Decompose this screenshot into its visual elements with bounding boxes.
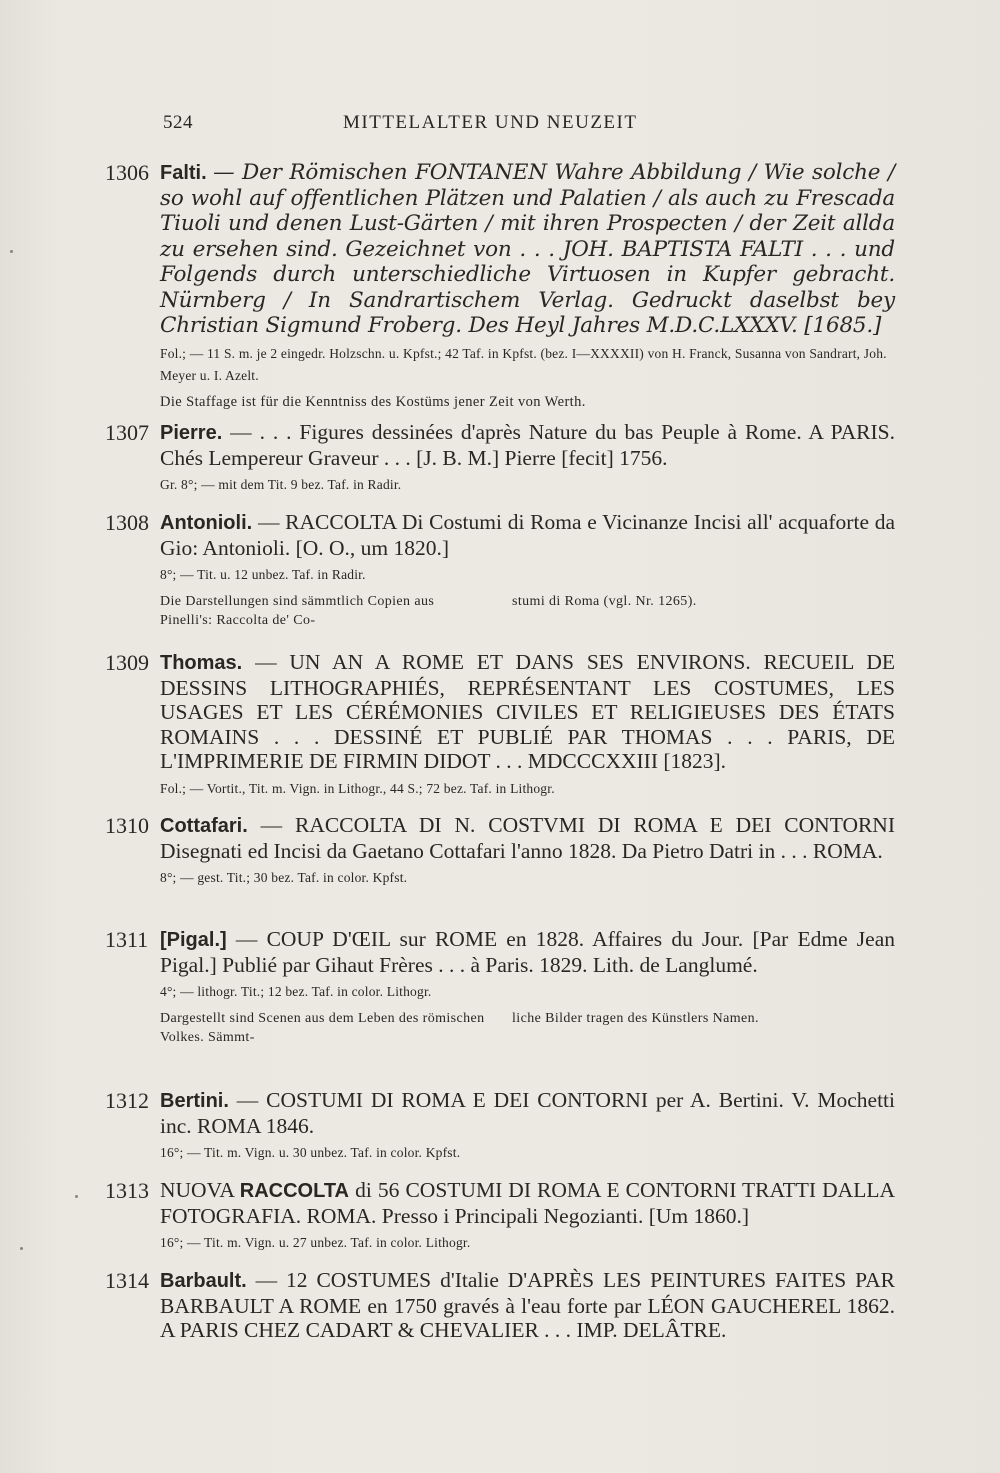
entry-collation: 8°; — Tit. u. 12 unbez. Taf. in Radir. <box>160 567 366 582</box>
entry-note-right: stumi di Roma (vgl. Nr. 1265). <box>512 594 697 609</box>
entry-text: — Der Römischen FONTANEN Wahre Abbildung / Wie solche / so wohl auf offentlichen Plätzen und Palatien / als auch zu Frescada Tiuoli und denen Lust-Gärten / mit ihren Prospecten / der Zeit allda zu ersehen sind. Gezeichnet von . . . JOH. BAPTISTA FALTI . . . und Folgends durch unterschiedliche Virtuosen in Kupfer gebracht. Nürnberg / In Sandrartischem Verlag. Gedruckt daselbst bey Christian Sigmund Froberg. Des Heyl Jahres M.D.C.LXXXV. [1685.] <box>160 160 895 338</box>
entry-note-left: Die Darstellungen sind sämmtlich Copien aus Pinelli's: Raccolta de' Co- <box>160 594 435 628</box>
entry-number: 1313 <box>105 1178 149 1203</box>
entry-collation: 4°; — lithogr. Tit.; 12 bez. Taf. in color. Lithogr. <box>160 984 432 999</box>
catalog-entry-1313 <box>105 1178 895 1254</box>
page-header <box>163 112 863 142</box>
entry-head: Falti. <box>160 162 207 184</box>
catalog-entry-1310 <box>105 813 895 889</box>
entry-text: — RACCOLTA Di Costumi di Roma e Vicinanze Incisi all' acquaforte da Gio: Antonioli. [O. O., um 1820.] <box>160 510 896 560</box>
entry-title <box>160 650 895 774</box>
entry-number: 1309 <box>105 650 149 675</box>
catalog-entry-1309 <box>105 650 895 800</box>
entry-head: Pierre. <box>160 422 223 444</box>
entry-note <box>160 1009 895 1047</box>
entry-head: Thomas. <box>160 652 243 674</box>
entry-number: 1306 <box>105 160 149 185</box>
catalog-entry-1307 <box>105 420 895 496</box>
catalog-entry-1311 <box>105 927 895 1047</box>
catalog-entry-1312 <box>105 1088 895 1164</box>
entry-title <box>160 1268 895 1343</box>
entry-head: Bertini. <box>160 1090 229 1112</box>
entry-note-right: liche Bilder tragen des Künstlers Namen. <box>512 1011 759 1026</box>
entry-head: Cottafari. <box>160 815 248 837</box>
entry-head: Barbault. <box>160 1270 247 1292</box>
entry-number: 1307 <box>105 420 149 445</box>
entry-head: RACCOLTA <box>239 1180 350 1202</box>
entry-collation: Fol.; — Vortit., Tit. m. Vign. in Lithogr., 44 S.; 72 bez. Taf. in Lithogr. <box>160 780 555 796</box>
entry-text-prefix: NUOVA <box>160 1178 234 1202</box>
entry-number: 1308 <box>105 510 149 535</box>
entry-text: di 56 COSTUMI DI ROMA E CONTORNI TRATTI DALLA FOTOGRAFIA. ROMA. Presso i Principali Negozianti. [Um 1860.] <box>160 1178 896 1228</box>
paper-speck <box>75 1195 78 1198</box>
entry-title <box>160 927 895 977</box>
entry-number: 1310 <box>105 813 149 838</box>
entry-collation: Gr. 8°; — mit dem Tit. 9 bez. Taf. in Radir. <box>160 477 402 492</box>
entry-number: 1312 <box>105 1088 149 1113</box>
entry-note-left: Dargestellt sind Scenen aus dem Leben des römischen Volkes. Sämmt- <box>160 1011 485 1045</box>
entry-head: Antonioli. <box>160 512 253 534</box>
entry-collation: 16°; — Tit. m. Vign. u. 27 unbez. Taf. in color. Lithogr. <box>160 1235 471 1250</box>
entry-title <box>160 813 895 863</box>
entry-text: — UN AN A ROME ET DANS SES ENVIRONS. RECUEIL DE DESSINS LITHOGRAPHIÉS, REPRÉSENTANT LES COSTUMES, LES USAGES ET LES CÉRÉMONIES CIVILES ET RELIGIEUSES DES ÉTATS ROMAINS . . . DESSINÉ ET PUBLIÉ PAR THOMAS . . . PARIS, DE L'IMPRIMERIE DE FIRMIN DIDOT . . . MDCCCXXIII [1823]. <box>160 650 895 773</box>
page-number: 524 <box>163 112 193 133</box>
entry-title <box>160 420 895 470</box>
catalog-entry-1314 <box>105 1268 895 1343</box>
entry-number: 1314 <box>105 1268 149 1293</box>
catalog-entry-1308 <box>105 510 895 630</box>
entry-note: Die Staffage ist für die Kenntniss des Kostüms jener Zeit von Werth. <box>160 393 586 410</box>
entry-title <box>160 510 895 560</box>
entry-text: — COSTUMI DI ROMA E DEI CONTORNI per A. Bertini. V. Mochetti inc. ROMA 1846. <box>160 1088 895 1138</box>
entry-head: [Pigal.] <box>160 929 227 951</box>
entry-collation: 16°; — Tit. m. Vign. u. 30 unbez. Taf. in color. Kpfst. <box>160 1145 461 1160</box>
entry-note <box>160 592 895 630</box>
entry-collation: 8°; — gest. Tit.; 30 bez. Taf. in color. Kpfst. <box>160 870 408 885</box>
entry-text: — . . . Figures dessinées d'après Nature du bas Peuple à Rome. A PARIS. Chés Lempereur Graveur . . . [J. B. M.] Pierre [fecit] 1756. <box>160 420 895 470</box>
running-head: MITTELALTER UND NEUZEIT <box>343 112 638 133</box>
entry-title <box>160 160 895 339</box>
catalog-entry-1306 <box>105 160 895 412</box>
paper-speck <box>20 1247 23 1250</box>
entry-number: 1311 <box>105 927 149 952</box>
paper-speck <box>10 250 13 253</box>
entry-title <box>160 1178 895 1228</box>
entry-collation: Fol.; — 11 S. m. je 2 eingedr. Holzschn. u. Kpfst.; 42 Taf. in Kpfst. (bez. I—XXXXII) von H. Franck, Susanna von Sandrart, Joh. Meyer u. I. Azelt. <box>160 345 887 383</box>
entry-title <box>160 1088 895 1138</box>
entry-text: — 12 COSTUMES d'Italie D'APRÈS LES PEINTURES FAITES PAR BARBAULT A ROME en 1750 gravés à l'eau forte par LÉON GAUCHEREL 1862. A PARIS CHEZ CADART & CHEVALIER . . . IMP. DELÂTRE. <box>160 1268 895 1342</box>
entry-text: — RACCOLTA DI N. COSTVMI DI ROMA E DEI CONTORNI Disegnati ed Incisi da Gaetano Cottafari l'anno 1828. Da Pietro Datri in . . . ROMA. <box>160 813 895 863</box>
entry-text: — COUP D'ŒIL sur ROME en 1828. Affaires du Jour. [Par Edme Jean Pigal.] Publié par Gihaut Frères . . . à Paris. 1829. Lith. de Langlumé. <box>160 927 896 977</box>
